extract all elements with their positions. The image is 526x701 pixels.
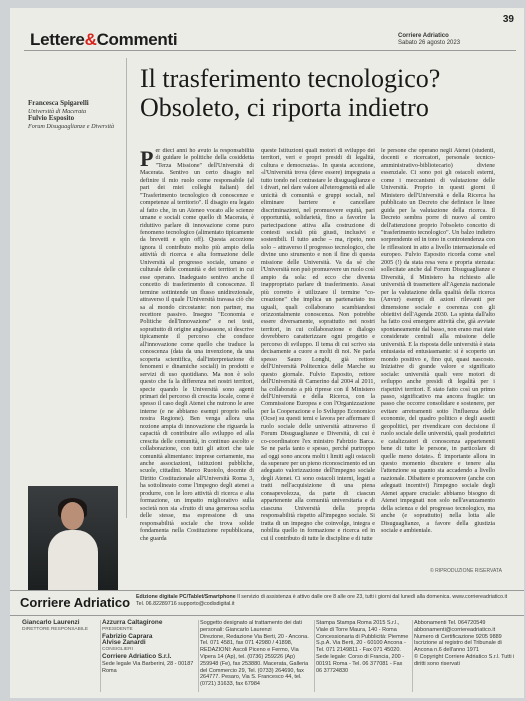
- issue-date: Sabato 26 agosto 2023: [398, 40, 461, 46]
- headline: [140, 64, 510, 122]
- author-box: [28, 100, 122, 130]
- credit-name: Alvise Zanardi: [102, 639, 146, 647]
- column-text: er dieci anni ho avuto la responsabilità di guidare le politiche della cosiddetta "Terza Missione" dell'Università di Macerata. Sentivo un certo disagio nel definire il mio ruolo come responsabile (al pari dei miei colleghi italiani) del "Trasferimento tecnologico di conoscenze e competenze al territorio". Il disagio era legato al fatto che, in un Ateneo vocato alle scienze umane e sociali come quello di Macerata, è riduttivo parlare di innovazione come puro fenomeno tecnologico (alimentato tipicamente da brevetti e spin off). Questa accezione ignora il contributo molto più ampio della attività di ricerca e alta formazione delle Università al progresso sociale, umano e culturale delle comunità e dei territori in cui esse operano. Inadeguato sentivo anche il concetto di trasferimento di conoscenze. Il termine sottintende un flusso unidirezionale, attraverso il quale l'Università travasa ciò che sa al mondo circostante: non partner, ma recettore passivo. Insegno "Economia e Politiche dell'Innovazione" e nei testi, soprattutto di origine anglosassone, si descrive tipicamente il percorso che conduce all'innovazione come quello che traduce la conoscenza (data da una invenzione, da una scoperta scientifica, dall'interpretazione di fenomeni e dinamiche sociali) in prodotti e servizi di uso quotidiano. Ma non è solo questo che fa la differenza nei nostri territori, specie quando le Università sono agenti primari del percorso di crescita locale, come è spesso il caso degli Atenei che nutrono le aree interne (e ne abbiamo esempi proprio nella nostra Regione). Ben venga allora una nozione ampia di innovazione che riguarda la capacità di contribuire allo sviluppo ed alla crescita delle comunità, in continuo ascolto e collaborazione, con tutti gli attori che tale comunità alimentano: imprese certamente, ma anche associazioni, istituzioni pubbliche, scuole, cittadini. Marco Ruotolo, docente di Diritto Costituzionale all'Università Roma 3, ha sottolineato come l'impegno degli atenei a produrre, con le loro attività di ricerca e alta formazione, un impatto migliorativo sulla società non sia «frutto di una generosa scelta delle stesse, ma espressione di una responsabilità sociale che trova solide fondamenta nella Costituzione repubblicana, che guarda: [140, 148, 254, 542]
- copyright-info: © Copyright Corriere Adriatico S.r.l. Tutti i diritti sono riservati: [414, 653, 515, 667]
- publisher-name: Corriere Adriatico S.r.l.: [102, 652, 172, 660]
- credits-divider: [314, 620, 315, 692]
- edition-label: Edizione digitale PC/Tablet/Smartphone: [136, 594, 236, 600]
- credits-board: [102, 620, 194, 674]
- section-title-part2: Commenti: [96, 30, 178, 49]
- masthead-logo: Corriere Adriatico: [20, 595, 131, 610]
- header-rule: [24, 50, 516, 51]
- copyright-notice: © RIPRODUZIONE RISERVATA: [430, 568, 502, 574]
- credits-offices: [200, 620, 312, 688]
- newspaper-name: Corriere Adriatico: [398, 33, 449, 39]
- subscriptions-info: Abbonamenti Tel. 064720549 abbonamenti@corriereadriatico.it: [414, 620, 496, 633]
- printer-info: Stampa Stampa Roma 2015 S.r.l., Viale di Torre Maura, 140 - Roma: [316, 620, 400, 633]
- author-affiliation: Università di Macerata: [28, 107, 87, 115]
- credit-name: Giancarlo Laurenzi: [22, 619, 80, 626]
- author-photo: [28, 486, 118, 590]
- registration-info: Iscrizione al registro del Tribunale di Ancona n.6 dell'anno 1971: [414, 640, 502, 654]
- credit-role: PRESIDENTE: [102, 626, 133, 632]
- column-text: le persone che operano negli Atenei (studenti, docenti e ricercatori, personale tecnico-amministrativo-bibliotecario) diviene essenziale. Ci sono poi gli ostacoli esterni, come i meccanismi di valutazione delle Università. Proprio in questi giorni il Ministero dell'Università e della Ricerca ha pubblicato un Decreto che definisce le linee guida per la valutazione della ricerca. Il Decreto sembra porre di nuovo al centro dell'attenzione proprio l'obsoleto concetto di "trasferimento tecnologico". Un balzo indietro sorprendente ed in tono in controtendenza con le riflessioni in atto a livello internazionale ed europeo. Fulvio Esposito ricorda come «nel 2005 (!) da stata resa vera e propria sterzata: sollecitate anche dal Forum Disuguaglianze e Diversità, il Ministero ha richiesto alle università di trasmettere all'Agenzia nazionale per la valutazione della qualità della ricerca (Anvur) esempi di azioni rilevanti per dimensione sociale e coerenza con gli obiettivi dell'Agenda 2030. La spinta dall'alto ha fatto così emergere attività che, già avviate spontaneamente dal basso, non erano mai state considerate centrali alla missione delle università. E la risposta delle università è stata entusiasta ed entusiasmante: si è scoperto un mondo positivo e, fino qui, quasi nascosto. Iniziative di grande valore e significato sociale: università quali vere motori di sviluppo anche presidi di legalità per i rispettivi territori. È stato fatto così un primo passo, significativo ma ancora fragile: un passo che occorre consolidare e sostenere, per evitare arretramenti sotto l'influenza delle economie, del quadro politico e degli assetti geopolitici, per rivendicare con decisione il ruolo sociale delle università, quali produttrici e catalizzatori di conoscenza appartenenti bene di tutte le persone, in particolare di quelle meno dotate». È importante allora in questo momento discutere e tenere alta l'attenzione su quanto sta accadendo a livello nazionale. Dibattere e promuovere (anche con adeguati incentivi) l'impegno sociale degli Atenei appare cruciale: abbiamo bisogno di Atenei impegnati non solo nell'avanzamento della scienza e del progresso tecnologico, ma anche (e soprattutto) nella lotta alle Disuguaglianze, a favore della giustizia sociale e ambientale.: [381, 148, 495, 535]
- edition-text: Il servizio di assistenza è attivo dalle ore 8 alle ore 23, tutti i giorni dal lunedì alla domenica. www.corriereadriatico.it Tel. 06.82289716 supporto@codisdigital.it: [136, 594, 508, 607]
- publisher-address: Sede legale Via Barberini, 28 - 00187 Roma: [102, 660, 194, 674]
- column-text: queste Istituzioni quali motori di sviluppo dei territori, veri e propri presidi di legalità, cultura e democrazia». In questa accezione, «l'Università trova (deve essere) impegnata a tutto tondo nel contrastare le disuguaglianze e i divari, nel dare valore all'eterogeneità ed alle unicità di comunità e gruppi sociali, nel eliminare barriere e cancellare discriminazioni, nel promuovere equità, pari opportunità, solidarietà, fino a favorire la partecipazione attiva alla costruzione di contesti sociali più giusti, inclusivi e sostenibili. Il tutto anche – ma, ripeto, non solo – attraverso il progresso tecnologico, che divine uno strumento e non il fine di questa missione delle Università. Va da sé che l'Università non può promuovere un ruolo così ampio da sola: ed ecco che diventa inappropriato parlare di trasferimento. Assai più corretto è utilizzare il termine "co-creazione" che implica un partenariato tra uguali, quali collaborano scambiandosi orizzontalmente conoscenza. Non potrebbe essere diversamente, soprattutto nei nostri territori, in cui collaborazione e dialogo dovrebbero caratterizzare ogni progetto e percorso di sviluppo. Il tema di cui scrivo sta decisamente a cuore a molti di noi. Ne parla spesso Sauro Longhi, già rettore dell'Università Politecnica delle Marche su questo giornale. Fulvio Esposito, rettore dell'Università di Camerino dal 2004 al 2011, ha collaborato a più riprese con il Ministero dell'Università e della Ricerca, con la Commissione Europea e con l'Organizzazione per la Cooperazione e lo Sviluppo Economico (Ocse) su questi temi e lavora per affermare il ruolo sociale delle università attraverso il Forum Disuguaglianze e Diversità, di cui è co-coordinatore l'ex ministro Fabrizio Barca. Se ne parla tanto e spesso, perché purtroppo ad oggi sono ancora molti i limiti agli ostacoli da superare per un pieno riconoscimento ed un adeguato valorizzazione dell'impegno sociale degli Atenei. Ci sono ostacoli interni, legati a tratti nell'acquisizione di una piena consapevolezza, da parte di ciascun appartenente alla comunità universitaria e di ciascuna Università della propria responsabilità rispetto all'impegno sociale. Si tratta di un impegno che coinvolge, integra e nobilita quello in formazione e ricerca ed in cui il contributo di tutte le discipline e di tutte: [261, 148, 375, 542]
- data-controller: Soggetto designato al trattamento dei dati personali: Giancarlo Laurenzi: [200, 620, 302, 633]
- article-column: [261, 148, 375, 573]
- credits-director: [22, 620, 98, 634]
- edition-info: [136, 594, 516, 607]
- headline-line: Il trasferimento tecnologico?: [140, 64, 441, 93]
- advertising-info: Concessionaria di Pubblicità: Piemme S.p.A. Via Berti, 20 - 60100 Ancona - Tel. 071 2149811 - Fax 071 45020. Sede legale: Corso di Francia, 200 - 00191 Roma - Tel. 06 377081 - Fax 06 37724830: [316, 633, 409, 674]
- section-title-amp: &: [84, 30, 97, 49]
- author-affiliation: Forum Disuguaglianze e Diversità: [28, 122, 115, 130]
- author-name: Francesca Spigarelli: [28, 99, 89, 107]
- credit-name: Fabrizio Caprara: [102, 632, 153, 640]
- headline-line: Obsoleto, ci riporta indietro: [140, 93, 429, 122]
- drop-cap: P: [140, 148, 154, 171]
- credits-subscriptions: [414, 620, 520, 668]
- credits-divider: [412, 620, 413, 692]
- column-divider: [126, 58, 127, 518]
- newspaper-page: [10, 8, 524, 698]
- newspaper-header: [398, 33, 460, 47]
- credits-print: [316, 620, 410, 674]
- page-number: 39: [502, 14, 514, 25]
- certification-info: Numero di Certificazione 9205 9889: [414, 633, 502, 640]
- credits-divider: [100, 620, 101, 692]
- credits-divider: [198, 620, 199, 692]
- author-name: Fulvio Esposito: [28, 114, 75, 123]
- section-title: [30, 30, 177, 50]
- article-column: [140, 148, 254, 573]
- credit-name: Azzurra Caltagirone: [102, 619, 163, 626]
- credit-role: CONSIGLIERI: [102, 647, 133, 653]
- article-column: [381, 148, 495, 573]
- editorial-offices: Direzione, Redazione Via Berti, 20 - Ancona. Tel. 071 4581, fax 071 42980 / 41898, REDAZIONI: Ascoli Piceno e Fermo, Via Vipera 14 (Ap), tel. (0736) 259226 (Ap) 259948 (Fe), fax 253880. Macerata, Galleria del Commercio 29, Tel. (0733) 264690, fax 264777. Pesaro, Via S. Francesco 44, tel. (0721) 31633, fax 67984: [200, 633, 309, 688]
- credit-role: DIRETTORE RESPONSABILE: [22, 626, 89, 632]
- section-title-part1: Lettere: [30, 30, 85, 49]
